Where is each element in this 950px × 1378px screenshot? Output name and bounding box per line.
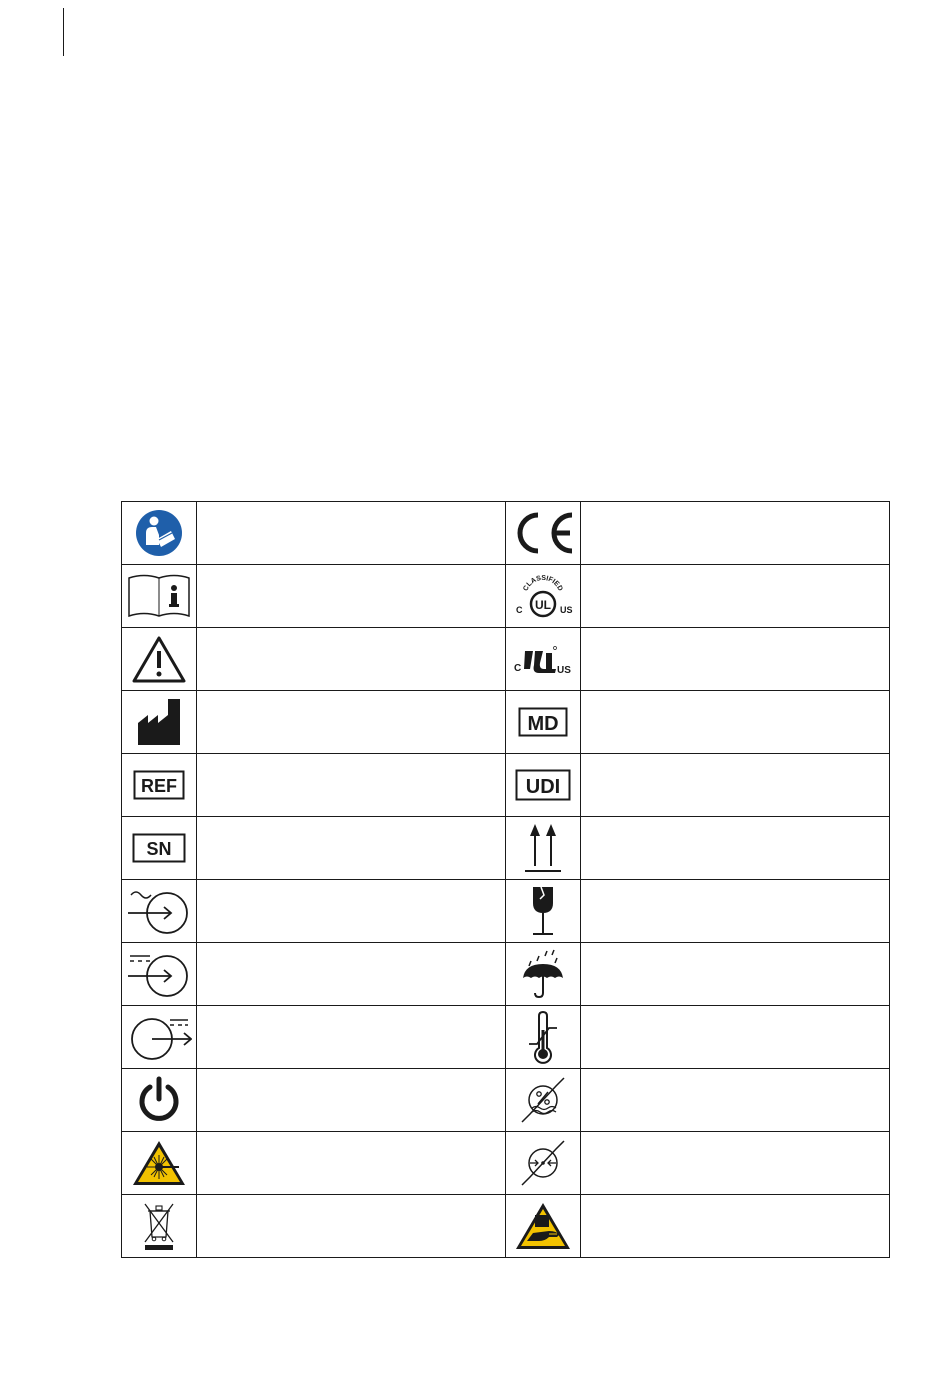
- table-row: [122, 943, 890, 1006]
- symbol-cell: [506, 1132, 581, 1195]
- svg-text:C: C: [516, 605, 523, 615]
- symbol-description: [197, 1006, 506, 1069]
- ul-classified-icon: [510, 571, 576, 621]
- pressure-limit-icon: [518, 1137, 568, 1189]
- symbol-cell: [506, 817, 581, 880]
- svg-text:C: C: [514, 663, 522, 674]
- humidity-limit-icon: [518, 1074, 568, 1126]
- symbol-description: [581, 880, 890, 943]
- svg-text:US: US: [557, 665, 571, 676]
- symbol-cell: [506, 880, 581, 943]
- table-row: [122, 628, 890, 691]
- symbol-description: [581, 1069, 890, 1132]
- symbol-description: [197, 1132, 506, 1195]
- symbol-description: [581, 1006, 890, 1069]
- symbol-cell: [506, 943, 581, 1006]
- table-row: [122, 1006, 890, 1069]
- udi-icon: [515, 769, 571, 801]
- warning-triangle-icon: [132, 635, 186, 683]
- symbol-cell: [122, 502, 197, 565]
- symbol-cell: [122, 1132, 197, 1195]
- symbol-description: [581, 628, 890, 691]
- symbol-cell: [506, 1195, 581, 1258]
- ce-mark-icon: [510, 509, 576, 557]
- table-row: [122, 691, 890, 754]
- symbol-cell: [506, 628, 581, 691]
- symbol-description: [581, 817, 890, 880]
- power-icon: [135, 1075, 183, 1125]
- svg-text:CLASSIFIED: CLASSIFIED: [522, 574, 564, 593]
- symbol-description: [581, 754, 890, 817]
- symbol-cell: [122, 943, 197, 1006]
- symbol-description: [197, 754, 506, 817]
- symbol-description: [197, 817, 506, 880]
- table-row: [122, 502, 890, 565]
- symbol-description: [197, 1069, 506, 1132]
- svg-text:UDI: UDI: [525, 776, 561, 798]
- operating-instructions-icon: [126, 572, 192, 620]
- ac-input-icon: [126, 886, 192, 936]
- this-way-up-icon: [523, 822, 563, 874]
- crush-hand-warning-icon: [515, 1201, 571, 1251]
- symbol-description: [581, 1195, 890, 1258]
- svg-text:REF: REF: [141, 776, 177, 796]
- symbol-description: [581, 1132, 890, 1195]
- svg-text:UL: UL: [535, 598, 551, 612]
- table-row: [122, 1195, 890, 1258]
- symbol-description: [197, 628, 506, 691]
- symbol-cell: [506, 1069, 581, 1132]
- ul-recognized-icon: [510, 639, 576, 679]
- symbol-cell: [122, 1195, 197, 1258]
- symbol-cell: [122, 754, 197, 817]
- manufacturer-icon: [136, 697, 182, 747]
- symbol-description: [581, 691, 890, 754]
- table-row: [122, 1069, 890, 1132]
- catalog-number-icon: [133, 770, 185, 800]
- symbol-description: [197, 691, 506, 754]
- symbol-cell: [122, 880, 197, 943]
- symbol-cell: [122, 1069, 197, 1132]
- symbol-description: [581, 502, 890, 565]
- table-row: [122, 817, 890, 880]
- medical-device-icon: [518, 707, 568, 737]
- keep-dry-icon: [521, 948, 565, 1000]
- svg-text:MD: MD: [527, 713, 559, 735]
- symbol-description: [581, 943, 890, 1006]
- laser-warning-icon: [132, 1139, 186, 1187]
- table-row: [122, 565, 890, 628]
- table-row: [122, 754, 890, 817]
- symbol-cell: [506, 502, 581, 565]
- symbol-cell: [122, 817, 197, 880]
- symbol-description: [197, 880, 506, 943]
- symbol-cell: [506, 691, 581, 754]
- symbol-cell: [122, 1006, 197, 1069]
- table-row: [122, 880, 890, 943]
- dc-input-icon: [126, 949, 192, 999]
- symbol-description: [197, 502, 506, 565]
- svg-text:SN: SN: [146, 839, 172, 859]
- dc-output-icon: [126, 1012, 192, 1062]
- serial-number-icon: [132, 833, 186, 863]
- fragile-icon: [528, 885, 558, 937]
- symbol-cell: [122, 565, 197, 628]
- symbol-cell: [122, 628, 197, 691]
- symbol-description: [197, 565, 506, 628]
- symbol-description: [197, 943, 506, 1006]
- symbol-cell: [506, 1006, 581, 1069]
- symbol-description: [581, 565, 890, 628]
- margin-rule: [63, 8, 64, 56]
- symbol-cell: [506, 565, 581, 628]
- symbol-cell: [506, 754, 581, 817]
- temperature-limit-icon: [523, 1010, 563, 1064]
- table-row: [122, 1132, 890, 1195]
- weee-icon: [139, 1199, 179, 1253]
- symbol-description: [197, 1195, 506, 1258]
- symbol-cell: [122, 691, 197, 754]
- read-manual-icon: [135, 509, 183, 557]
- symbol-table: [121, 501, 890, 1258]
- svg-text:US: US: [560, 605, 573, 615]
